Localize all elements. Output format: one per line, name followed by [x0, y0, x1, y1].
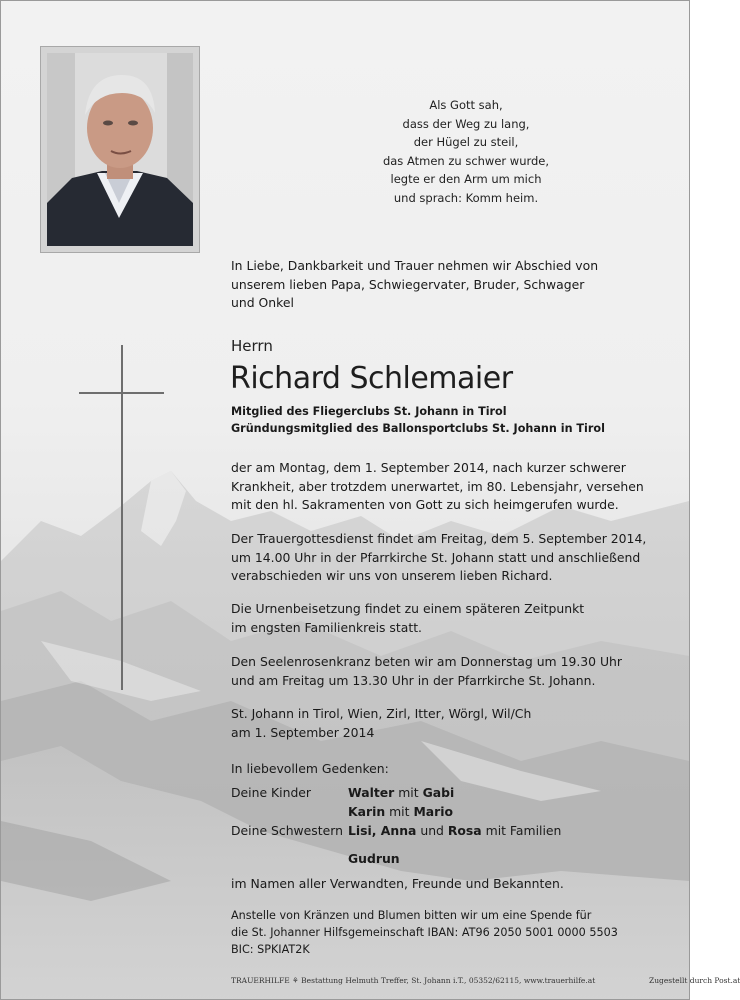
- gudrun-name: Gudrun: [348, 851, 400, 866]
- portrait-photo: [40, 46, 200, 253]
- children-label: Deine Kinder: [231, 785, 312, 800]
- funeral-line: Der Trauergottesdienst findet am Freitag, dem 5. September 2014,: [231, 531, 647, 546]
- membership-line: Mitglied des Fliegerclubs St. Johann in Tirol: [231, 405, 507, 418]
- date-line: am 1. September 2014: [231, 724, 375, 740]
- urn-line: im engsten Familienkreis statt.: [231, 619, 422, 635]
- intro-line: In Liebe, Dankbarkeit und Trauer nehmen wir Abschied von: [231, 258, 599, 273]
- footer: [231, 976, 740, 985]
- delivery-note: Zugestellt durch Post.at: [649, 976, 740, 985]
- poem-line: das Atmen zu schwer wurde,: [382, 153, 550, 168]
- relatives-line: im Namen aller Verwandten, Freunde und Bekannten.: [231, 876, 564, 891]
- poem-line: und sprach: Komm heim.: [393, 190, 539, 205]
- membership-line: Gründungsmitglied des Ballonsportclubs St. Johann in Tirol: [231, 422, 605, 435]
- partner-name: Mario: [413, 804, 453, 819]
- poem-line: legte er den Arm um mich: [390, 172, 542, 186]
- poem-line: dass der Weg zu lang,: [402, 116, 530, 131]
- rosary-line: und am Freitag um 13.30 Uhr in der Pfarrkirche St. Johann.: [231, 672, 596, 688]
- conjunction: mit: [398, 785, 419, 800]
- urn-line: Die Urnenbeisetzung findet zu einem späteren Zeitpunkt: [231, 601, 585, 616]
- death-notice-line: mit den hl. Sakramenten von Gott zu sich heimgerufen wurde.: [231, 497, 619, 512]
- cross-bar: [79, 392, 164, 394]
- death-notice-line: der am Montag, dem 1. September 2014, nach kurzer schwerer: [231, 460, 626, 475]
- rosary-line: Den Seelenrosenkranz beten wir am Donnerstag um 19.30 Uhr: [231, 654, 622, 669]
- sibling-suffix: mit Familien: [485, 823, 562, 838]
- donation-line: die St. Johanner Hilfsgemeinschaft IBAN: AT96 2050 5001 0000 5503: [231, 926, 618, 939]
- intro-line: unserem lieben Papa, Schwiegervater, Bruder, Schwager: [231, 276, 585, 292]
- mourners-heading: In liebevollem Gedenken:: [231, 761, 389, 776]
- cross-icon: [121, 345, 123, 690]
- sibling-names: Lisi, Anna: [348, 823, 417, 838]
- sibling-name: Rosa: [447, 823, 482, 838]
- portrait-image: [47, 53, 193, 246]
- poem: [341, 96, 591, 207]
- place-line: St. Johann in Tirol, Wien, Zirl, Itter, Wörgl, Wil/Ch: [231, 706, 532, 721]
- conjunction: und: [420, 823, 444, 838]
- poem-line: der Hügel zu steil,: [413, 135, 519, 149]
- children-line-1: [348, 785, 454, 800]
- children-line-2: [348, 804, 453, 819]
- funeral-home-info: TRAUERHILFE ⚘ Bestattung Helmuth Treffer, St. Johann i.T., 05352/62115, www.trauerhilfe.at: [231, 976, 596, 985]
- salutation: Herrn: [231, 337, 273, 355]
- conjunction: mit: [389, 804, 410, 819]
- partner-name: Gabi: [422, 785, 455, 800]
- siblings-line: [348, 823, 561, 838]
- intro-line: und Onkel: [231, 295, 294, 310]
- poem-line: Als Gott sah,: [429, 98, 503, 112]
- deceased-name: Richard Schlemaier: [230, 361, 513, 396]
- death-notice-line: Krankheit, aber trotzdem unerwartet, im 80. Lebensjahr, versehen: [231, 478, 644, 494]
- donation-line: Anstelle von Kränzen und Blumen bitten wir um eine Spende für: [231, 909, 592, 922]
- child-name: Karin: [348, 804, 386, 819]
- funeral-line: um 14.00 Uhr in der Pfarrkirche St. Johann statt und anschließend: [231, 549, 641, 565]
- child-name: Walter: [348, 785, 395, 800]
- donation-line: BIC: SPKIAT2K: [231, 943, 310, 956]
- siblings-label: Deine Schwestern: [231, 823, 343, 838]
- funeral-line: verabschieden wir uns von unserem lieben Richard.: [231, 568, 553, 583]
